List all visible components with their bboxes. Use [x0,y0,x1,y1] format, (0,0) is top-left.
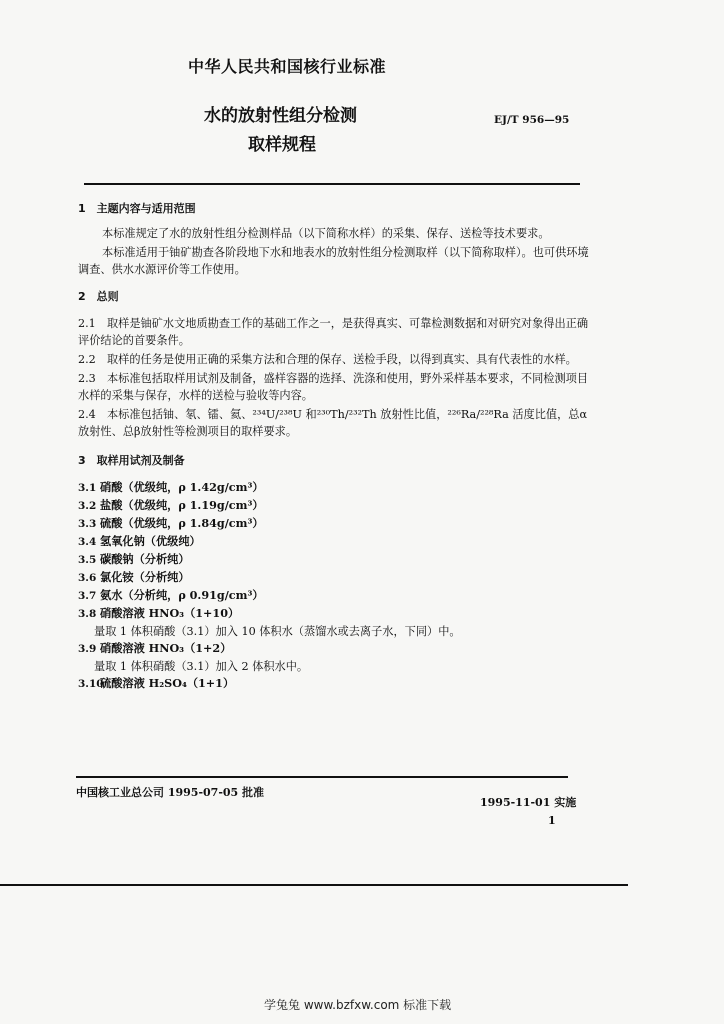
reagent-item [78,497,598,515]
reagent-item [78,675,598,693]
page-bottom-line [0,884,628,886]
reagent-number: 3.1 [78,482,97,494]
reagent-list [78,479,598,693]
reagent-text: 硝酸（优级纯，ρ 1.42g/cm³） [100,480,264,494]
reagent-text: 硫酸溶液 H₂SO₄（1+1） [100,676,235,690]
reagent-number: 3.7 [78,590,97,602]
reagent-number: 3.3 [78,518,97,530]
reagent-note [78,623,598,640]
reagent-item [78,587,598,605]
clause-2-4: 2.4 本标准包括铀、氡、镭、氦、²³⁴U/²³⁸U 和²³⁰Th/²³²Th 放射性比值，²²⁶Ra/²²⁸Ra 活度比值，总α放射性、总β放射性等检测项目的取样要求。 [78,408,588,438]
approval-line: 中国核工业总公司 1995-07-05 批准 [76,786,265,799]
doc-subtitle: 取样规程 [248,135,316,155]
section-1-paragraph-1: 本标准规定了水的放射性组分检测样品（以下简称水样）的采集、保存、送检等技术要求。 [102,227,550,240]
reagent-number: 3.5 [78,554,97,566]
reagent-text: 硫酸（优级纯，ρ 1.84g/cm³） [100,516,264,530]
section-1-title: 1 主题内容与适用范围 [78,202,196,215]
reagent-item [78,569,598,587]
reagent-text: 盐酸（优级纯，ρ 1.19g/cm³） [100,498,264,512]
standard-code: EJ/T 956—95 [494,114,570,126]
reagent-text: 碳酸钠（分析纯） [100,552,190,566]
reagent-item [78,551,598,569]
reagent-item [78,515,598,533]
reagent-note [78,658,598,675]
reagent-number: 3.4 [78,536,97,548]
document-body [78,200,598,693]
reagent-text: 氯化铵（分析纯） [100,570,190,584]
reagent-note-text: 量取 1 体积硝酸（3.1）加入 2 体积水中。 [94,660,309,673]
reagent-item [78,605,598,623]
reagent-number: 3.8 [78,608,97,620]
reagent-note-text: 量取 1 体积硝酸（3.1）加入 10 体积水（蒸馏水或去离子水，下同）中。 [94,625,461,638]
reagent-number: 3.6 [78,572,97,584]
reagent-item [78,533,598,551]
effective-date: 1995-11-01 实施 [480,796,577,809]
reagent-item [78,479,598,497]
footer-divider [76,776,568,778]
reagent-number: 3.9 [78,643,97,655]
reagent-item [78,640,598,658]
section-1-paragraph-2: 本标准适用于铀矿勘查各阶段地下水和地表水的放射性组分检测取样（以下简称取样）。也可供环境调查、供水水源评价等工作使用。 [78,246,589,276]
section-2-title: 2 总则 [78,290,119,303]
clause-2-1: 2.1 取样是铀矿水文地质勘查工作的基础工作之一，是获得真实、可靠检测数据和对研究对象得出正确评价结论的首要条件。 [78,317,589,347]
reagent-text: 硝酸溶液 HNO₃（1+2） [100,641,232,655]
clause-2-2: 2.2 取样的任务是使用正确的采集方法和合理的保存、送检手段，以得到真实、具有代表性的水样。 [78,353,577,366]
page-number: 1 [548,814,556,827]
reagent-number: 3.10 [78,678,104,690]
top-divider [84,183,580,185]
header-title: 中华人民共和国核行业标准 [188,57,387,76]
section-3-title: 3 取样用试剂及制备 [78,454,185,467]
reagent-number: 3.2 [78,500,97,512]
clause-2-3: 2.3 本标准包括取样用试剂及制备，盛样容器的选择、洗涤和使用，野外采样基本要求，不同检测项目水样的采集与保存，水样的送检与验收等内容。 [78,372,589,402]
reagent-text: 氨水（分析纯，ρ 0.91g/cm³） [100,588,264,602]
reagent-text: 氢氧化钠（优级纯） [100,534,201,548]
doc-title: 水的放射性组分检测 [204,106,357,126]
watermark-text: 学兔兔 www.bzfxw.com 标准下载 [264,998,452,1012]
reagent-text: 硝酸溶液 HNO₃（1+10） [100,606,240,620]
